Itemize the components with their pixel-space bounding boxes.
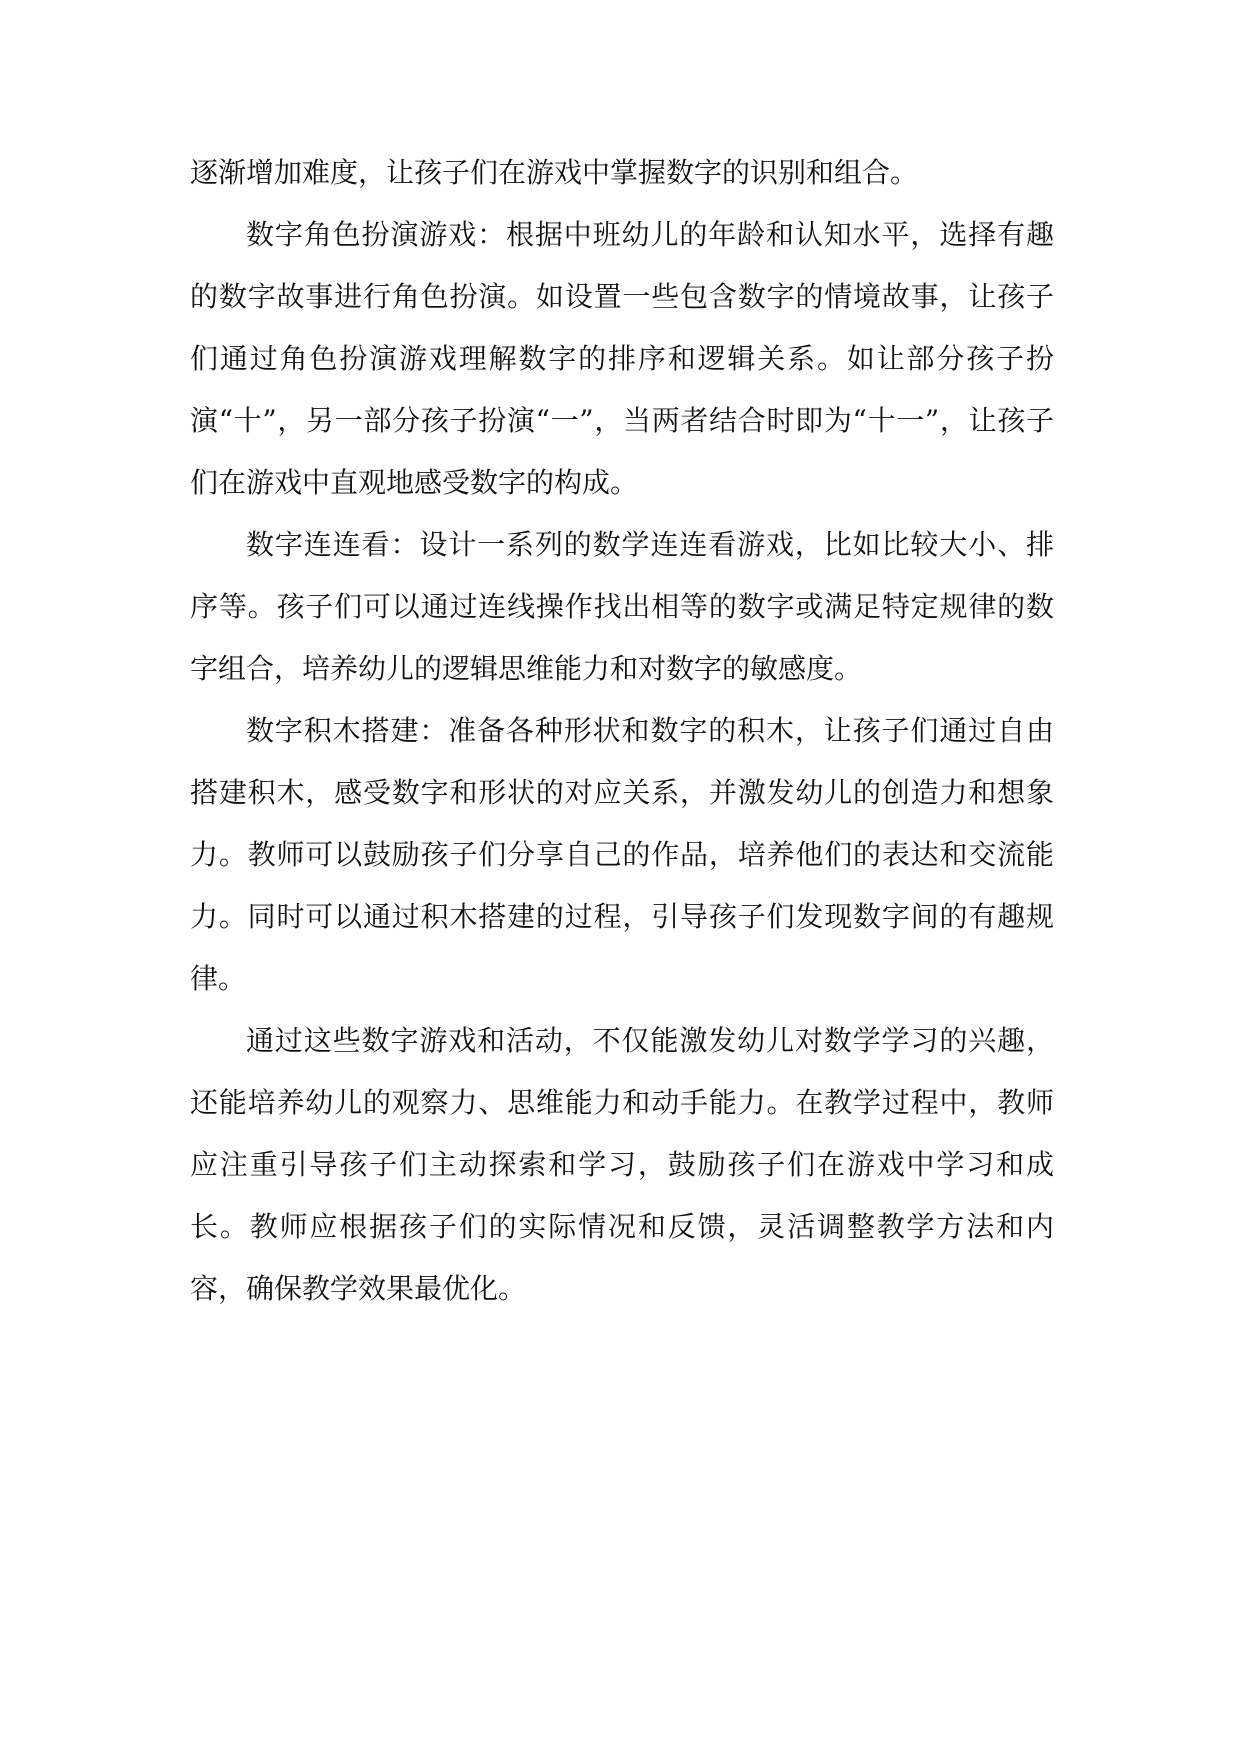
paragraph-block-building: 数字积木搭建：准备各种形状和数字的积木，让孩子们通过自由搭建积木，感受数字和形状的对应关系，并激发幼儿的创造力和想象力。教师可以鼓励孩子们分享自己的作品，培养他们的表达和交流能力。同时可以通过积木搭建的过程，引导孩子们发现数字间的有趣规律。 (190, 714, 1054, 995)
paragraph-conclusion: 通过这些数字游戏和活动，不仅能激发幼儿对数学学习的兴趣，还能培养幼儿的观察力、思维能力和动手能力。在教学过程中，教师应注重引导孩子们主动探索和学习，鼓励孩子们在游戏中学习和成长。教师应根据孩子们的实际情况和反馈，灵活调整教学方法和内容，确保教学效果最优化。 (190, 1024, 1054, 1305)
paragraph-continuation: 逐渐增加难度，让孩子们在游戏中掌握数字的识别和组合。 (190, 156, 919, 189)
document-body (190, 142, 1054, 1320)
paragraph-matching-game: 数字连连看：设计一系列的数学连连看游戏，比如比较大小、排序等。孩子们可以通过连线操作找出相等的数字或满足特定规律的数字组合，培养幼儿的逻辑思维能力和对数字的敏感度。 (190, 528, 1054, 685)
paragraph-role-play-game: 数字角色扮演游戏：根据中班幼儿的年龄和认知水平，选择有趣的数字故事进行角色扮演。如设置一些包含数字的情境故事，让孩子们通过角色扮演游戏理解数字的排序和逻辑关系。如让部分孩子扮演“十”，另一部分孩子扮演“一”，当两者结合时即为“十一”，让孩子们在游戏中直观地感受数字的构成。 (190, 218, 1054, 499)
